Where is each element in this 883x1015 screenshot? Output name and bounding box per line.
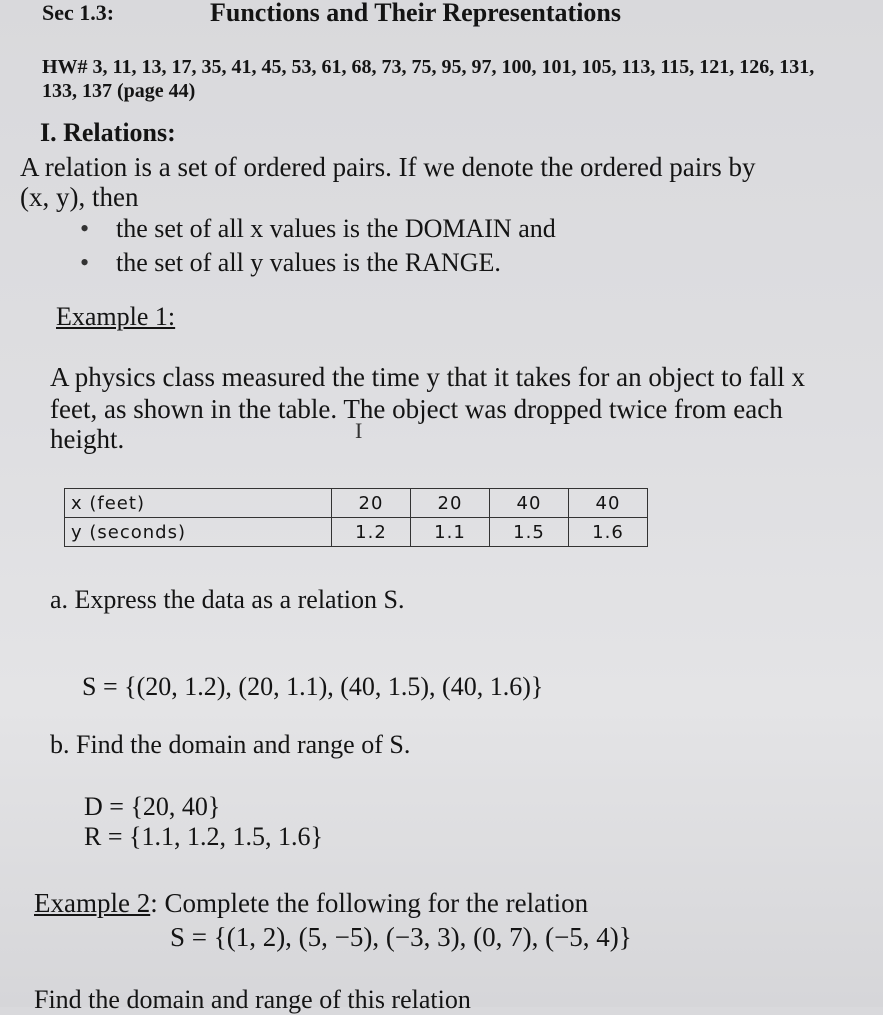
- bullet-domain: • the set of all x values is the DOMAIN and: [116, 214, 556, 244]
- range-answer: R = {1.1, 1.2, 1.5, 1.6}: [84, 822, 323, 851]
- example-1-text-line-1: A physics class measured the time y that it takes for an object to fall x: [50, 362, 806, 392]
- example-2-relation: S = {(1, 2), (5, −5), (−3, 3), (0, 7), (−5, 4)}: [170, 922, 632, 952]
- x-value: 20: [332, 489, 411, 518]
- part-b-question: b. Find the domain and range of S.: [50, 730, 411, 759]
- relations-intro-line-1: A relation is a set of ordered pairs. If we denote the ordered pairs by: [20, 152, 756, 182]
- relations-heading: I. Relations:: [40, 118, 176, 147]
- example-1-text-line-3: height.: [50, 424, 125, 454]
- bullet-range: • the set of all y values is the RANGE.: [116, 248, 501, 278]
- example-2-label: Example 2: [34, 888, 151, 918]
- example-2-text: : Complete the following for the relation: [150, 888, 589, 918]
- example-2-line: [34, 888, 588, 919]
- domain-answer: D = {20, 40}: [84, 792, 221, 821]
- relations-intro-line-2: (x, y), then: [20, 182, 139, 212]
- page-title: Functions and Their Representations: [210, 0, 622, 27]
- example-1-label: Example 1:: [56, 302, 176, 331]
- row-label-y: y (seconds): [65, 518, 332, 547]
- example-2-find: Find the domain and range of this relation: [34, 985, 471, 1014]
- x-value: 40: [569, 489, 648, 518]
- x-value: 40: [490, 489, 569, 518]
- y-value: 1.1: [411, 518, 490, 547]
- homework-line-2: 133, 137 (page 44): [42, 80, 196, 102]
- table-row-y: [65, 518, 648, 547]
- table-row-x: [65, 489, 648, 518]
- example-1-text-line-2: feet, as shown in the table. The object was dropped twice from each: [50, 394, 783, 424]
- part-a-answer: S = {(20, 1.2), (20, 1.1), (40, 1.5), (40, 1.6)}: [82, 672, 544, 701]
- x-value: 20: [411, 489, 490, 518]
- homework-line-1: HW# 3, 11, 13, 17, 35, 41, 45, 53, 61, 68, 73, 75, 95, 97, 100, 101, 105, 113, 115, 121, 126, 131,: [42, 56, 815, 78]
- y-value: 1.5: [490, 518, 569, 547]
- section-label: Sec 1.3:: [42, 0, 115, 25]
- y-value: 1.2: [332, 518, 411, 547]
- row-label-x: x (feet): [65, 489, 332, 518]
- part-a-question: a. Express the data as a relation S.: [50, 585, 405, 614]
- text-cursor-icon: I: [355, 418, 363, 443]
- data-table: [64, 488, 648, 547]
- y-value: 1.6: [569, 518, 648, 547]
